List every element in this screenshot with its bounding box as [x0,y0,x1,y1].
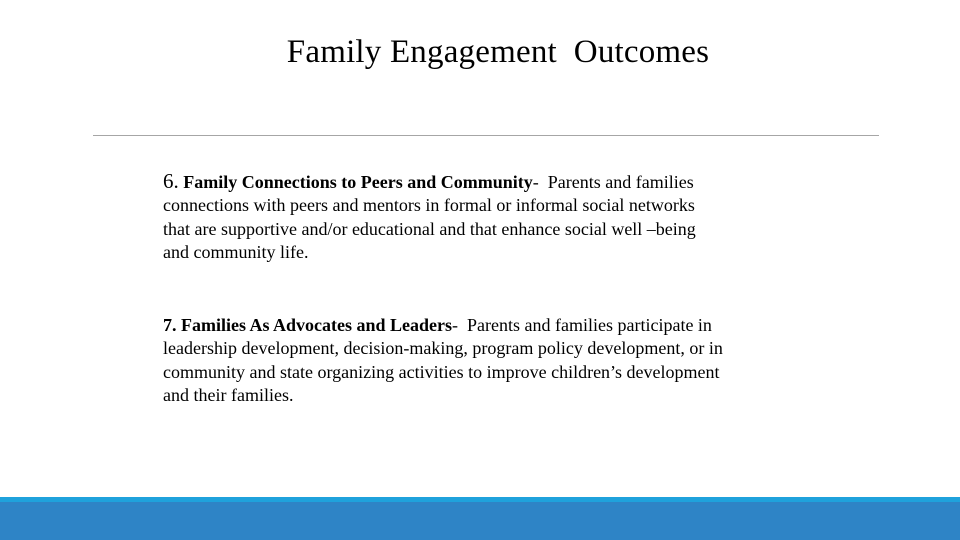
slide-title: Family Engagement Outcomes [286,34,710,70]
outcome-6-line-1: Parents and families [547,172,694,192]
outcome-7-number: 7. [163,315,177,335]
title-divider [93,135,879,136]
outcome-6-line-4: and community life. [163,241,309,262]
outcome-6-separator: - [532,172,548,192]
outcome-7-line-4: and their families. [163,384,294,405]
outcome-7-heading: Families As Advocates and Leaders [181,315,453,335]
outcome-7-line-1: Parents and families participate in [467,315,712,335]
outcome-6-number: 6. [163,169,179,193]
outcome-7-separator: - [452,315,468,335]
outcome-7-line-3: community and state organizing activities to improve children’s development [163,361,720,382]
outcome-7-line-2: leadership development, decision-making, program policy development, or in [163,338,723,359]
footer-band [0,497,960,540]
outcome-6-line-3: that are supportive and/or educational and that enhance social well –being [163,218,696,239]
outcome-6-paragraph [163,170,803,264]
footer-accent-stripe [0,497,960,502]
outcome-7-paragraph [163,314,833,407]
outcome-6-heading: Family Connections to Peers and Community [183,172,533,192]
outcome-6-line-2: connections with peers and mentors in formal or informal social networks [163,195,695,216]
